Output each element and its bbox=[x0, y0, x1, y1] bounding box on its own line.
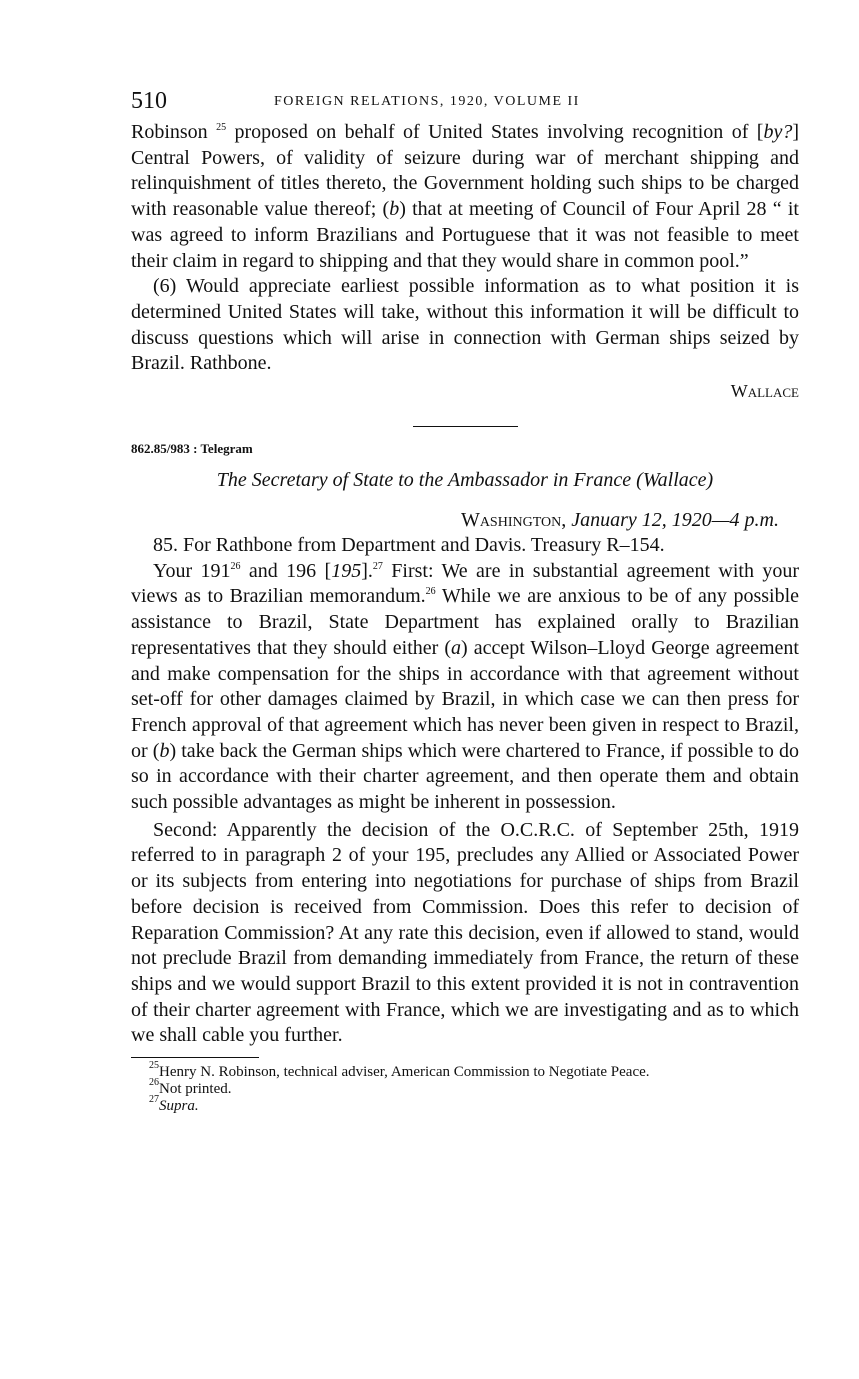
footnote-ref-27[interactable]: 27 bbox=[372, 560, 383, 572]
file-id: 862.85/983 : Telegram bbox=[131, 441, 253, 457]
intro-paragraph-1: Robinson $^{25}$ proposed on behalf of United States involving recognition of [by?] Central Powers, of validity of seizure during war of merchant shipping and relinquishment of titles thereto, the Government holding such ships to be charged with reasonable value thereof; (b) that at meeting of Council of Four April 28 “ it was agreed to inform Brazilians and Portuguese that it was not feasible to meet their claim in regard to shipping and that they would share in common pool.” bbox=[131, 121, 799, 272]
footnote-26: $^{26}$Not printed. bbox=[149, 1077, 232, 1098]
signature: Wallace bbox=[730, 381, 799, 402]
footnote-ref-25[interactable]: 25 bbox=[216, 122, 227, 133]
telegram-paragraph-1: 85. For Rathbone from Department and Davis. Treasury R–154. bbox=[153, 534, 665, 557]
intro-paragraph-2: (6) Would appreciate earliest possible information as to what position it is determined United States will take, without this information it will be difficult to discuss questions which will arise in connection with German ships seized by Brazil. Rathbone. bbox=[131, 275, 799, 375]
footnote-25: $^{25}$Henry N. Robinson, technical adviser, American Commission to Negotiate Peace. bbox=[149, 1060, 650, 1081]
footnote-ref-26b[interactable]: 26 bbox=[425, 586, 436, 598]
section-divider bbox=[413, 426, 518, 427]
footnote-ref-26[interactable]: 26 bbox=[230, 560, 241, 572]
telegram-paragraph-3: Second: Apparently the decision of the O.C.R.C. of September 25th, 1919 referred to in paragraph 2 of your 195, precludes any Allied or Associated Power or its subjects from entering into negotiations for purchase of ships from Brazil before decision is received from Commission. Does this refer to decision of Reparation Commission? At any rate this decision, even if allowed to stand, would not preclude Brazil from demanding immediately from France, the return of these ships and we would support Brazil to this extent provided it is not in contravention of their charter agreement with France, which we are investigating and as to which we shall cable you further. bbox=[131, 818, 799, 1047]
page-number: 510 bbox=[131, 88, 167, 114]
footnotes bbox=[131, 1060, 799, 1115]
telegram-paragraph-2: Your $191^{26}$ and 196 [195].$^{27}$ First: We are in substantial agreement with your views as to Brazilian memorandum.$^{26}$ While we are anxious to be of any possible assistance to Brazil, State Department has explained orally to Brazilian representatives that they should either (a) accept Wilson–Lloyd George agreement and make compensation for the ships in accordance with that agreement without set-off for other damages claimed by Brazil, in which case we can then press for French approval of that agreement which has never been given in respect to Brazil, or (b) take back the German ships which were chartered to France, if possible to do so in accordance with their charter agreement, and then operate them and obtain such possible advantages as might be inherent in possession. bbox=[131, 559, 800, 814]
dateline bbox=[131, 507, 779, 533]
document-page bbox=[131, 88, 799, 1115]
footnote-27: $^{27}$Supra. bbox=[149, 1094, 199, 1115]
running-title: FOREIGN RELATIONS, 1920, VOLUME II bbox=[274, 94, 580, 109]
footnote-rule bbox=[131, 1057, 259, 1058]
dateline-date: January 12, 1920—4 p.m. bbox=[571, 509, 779, 532]
dateline-place: Washington, bbox=[460, 509, 567, 532]
document-title: The Secretary of State to the Ambassador in France (Wallace) bbox=[216, 469, 714, 492]
running-header bbox=[131, 88, 799, 120]
